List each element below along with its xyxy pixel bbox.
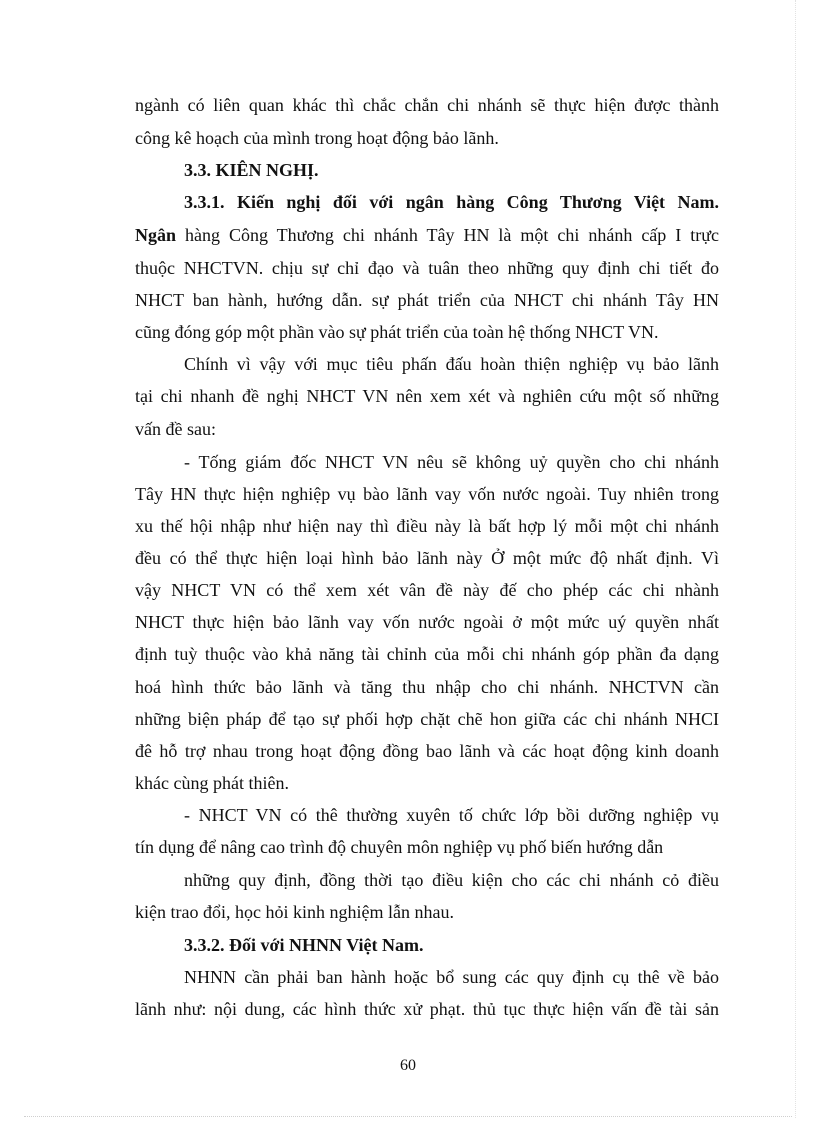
text-line: ngành có liên quan khác thì chắc chắn chi nhánh sẽ thực hiện được thành [135,95,719,115]
text-line: - NHCT VN có thê thường xuyên tố chức lớp bồi dưỡng nghiệp vụ [184,805,719,825]
section-heading: 3.3. KIÊN NGHỊ. [184,160,319,180]
text-line: NHCT ban hành, hướng dẫn. sự phát triển của NHCT chi nhánh Tây HN [135,290,719,310]
page-bottom-border [24,1116,792,1117]
text-line: lãnh như: nội dung, các hình thức xử phạt. thủ tục thực hiện vấn đề tài sản [135,999,719,1019]
text-line: kiện trao đổi, học hỏi kinh nghiệm lẫn nhau. [135,902,454,922]
text-line: vấn đề sau: [135,419,216,439]
subsection-heading: 3.3.1. Kiến nghị đối với ngân hàng Công Thương Việt Nam. [184,192,719,212]
text-line: thuộc NHCTVN. chịu sự chỉ đạo và tuân theo những quy định chi tiết đo [135,258,719,278]
text-line: tín dụng để nâng cao trình độ chuyên môn nghiệp vụ phố biến hướng dẫn [135,837,664,857]
text-line: khác cùng phát thiên. [135,773,289,793]
text-line: vậy NHCT VN có thể xem xét vân đề này đế cho phép các chi nhành [135,580,719,600]
text-line [135,224,719,246]
text-line: đê hỗ trợ nhau trong hoạt động đồng bao lãnh và các hoạt động kinh doanh [135,741,719,761]
text-line: công kê hoạch của mình trong hoạt động bảo lãnh. [135,128,499,148]
page-right-border [795,0,796,1118]
text-line-rest: hàng Công Thương chi nhánh Tây HN là một chi nhánh cấp I trực [176,225,719,245]
text-line: Chính vì vậy với mục tiêu phấn đấu hoàn thiện nghiệp vụ bảo lãnh [184,354,719,374]
text-line: cũng đóng góp một phần vào sự phát triển của toàn hệ thống NHCT VN. [135,322,659,342]
bold-lead-word: Ngân [135,225,177,245]
text-line: định tuỳ thuộc vào khả năng tài chỉnh của mỗi chi nhánh góp phần đa dạng [135,644,719,664]
subsection-heading: 3.3.2. Đối với NHNN Việt Nam. [184,935,424,955]
text-line: NHNN cần phải ban hành hoặc bổ sung các quy định cụ thê về bảo [184,967,719,987]
text-line: đều có thể thực hiện loại hình bảo lãnh này Ở một mức độ nhất định. Vì [135,548,719,568]
text-line: - Tống giám đốc NHCT VN nêu sẽ không uỷ quyền cho chi nhánh [184,452,719,472]
text-line: xu thế hội nhập như hiện nay thì điều này là bất hợp lý mỗi một chi nhánh [135,516,719,536]
text-line: những quy định, đồng thời tạo điều kiện cho các chi nhánh cỏ điều [184,870,719,890]
text-line: hoá hình thức bảo lãnh và tăng thu nhập cho chi nhánh. NHCTVN cần [135,677,719,697]
text-line: NHCT thực hiện bảo lãnh vay vốn nước ngoài ở một mức uý quyền nhất [135,612,719,632]
page-number: 60 [400,1057,416,1074]
text-line: những biện pháp để tạo sự phối hợp chặt chẽ hon giữa các chi nhánh NHCI [135,709,719,729]
text-line: Tây HN thực hiện nghiệp vụ bào lãnh vay vốn nước ngoài. Tuy nhiên trong [135,484,719,504]
text-line: tại chi nhanh đề nghị NHCT VN nên xem xét và nghiên cứu một số những [135,386,719,406]
